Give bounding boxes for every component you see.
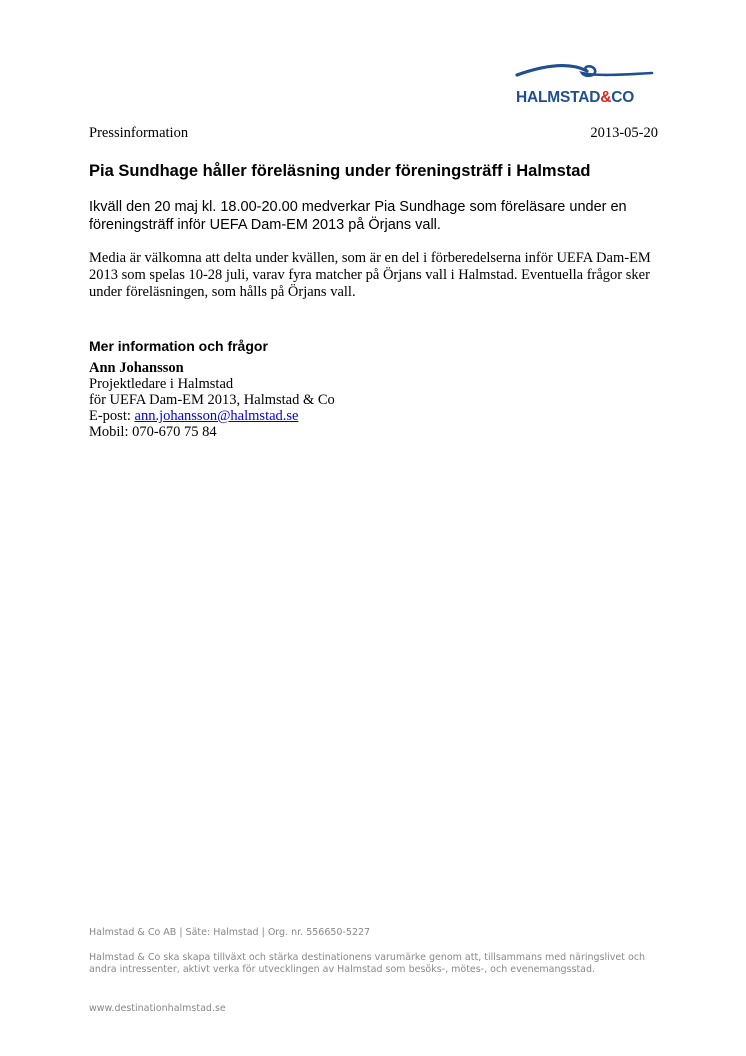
contact-phone: Mobil: 070-670 75 84 <box>89 424 217 440</box>
contact-heading: Mer information och frågor <box>89 338 268 354</box>
body-paragraph: Media är välkomna att delta under kvällen, som är en del i förberedelserna inför UEFA Dam-EM 2013 som spelas 10-28 juli, varav fyra matcher på Örjans vall i Halmstad. Eventuella frågor sker under föreläsningen, som hålls på Örjans vall. <box>89 250 651 300</box>
footer-company-info: Halmstad & Co AB | Säte: Halmstad | Org. nr. 556650-5227 <box>89 927 371 938</box>
document-date: 2013-05-20 <box>590 125 658 141</box>
contact-block <box>89 360 335 440</box>
email-link[interactable]: ann.johansson@halmstad.se <box>134 408 299 424</box>
footer-website: www.destinationhalmstad.se <box>89 1003 226 1014</box>
contact-org: för UEFA Dam-EM 2013, Halmstad & Co <box>89 392 335 408</box>
logo-wordmark: HALMSTAD&CO <box>516 89 635 106</box>
email-label: E-post: <box>89 408 135 424</box>
intro-paragraph: Ikväll den 20 maj kl. 18.00-20.00 medverkar Pia Sundhage som föreläsare under en föreningsträff inför UEFA Dam-EM 2013 på Örjans vall. <box>89 199 627 233</box>
document-label: Pressinformation <box>89 125 189 141</box>
halmstad-co-logo <box>515 62 660 108</box>
contact-email-row <box>89 408 335 424</box>
contact-name: Ann Johansson <box>89 360 184 376</box>
wave-logo-icon <box>515 62 660 92</box>
contact-role: Projektledare i Halmstad <box>89 376 234 392</box>
footer-mission: Halmstad & Co ska skapa tillväxt och stärka destinationens varumärke genom att, tillsammans med näringslivet och andra intressenter, aktivt verka för utvecklingen av Halmstad som besöks-, mötes-, och evenemangsstad. <box>89 952 646 975</box>
page-title: Pia Sundhage håller föreläsning under föreningsträff i Halmstad <box>89 162 591 180</box>
